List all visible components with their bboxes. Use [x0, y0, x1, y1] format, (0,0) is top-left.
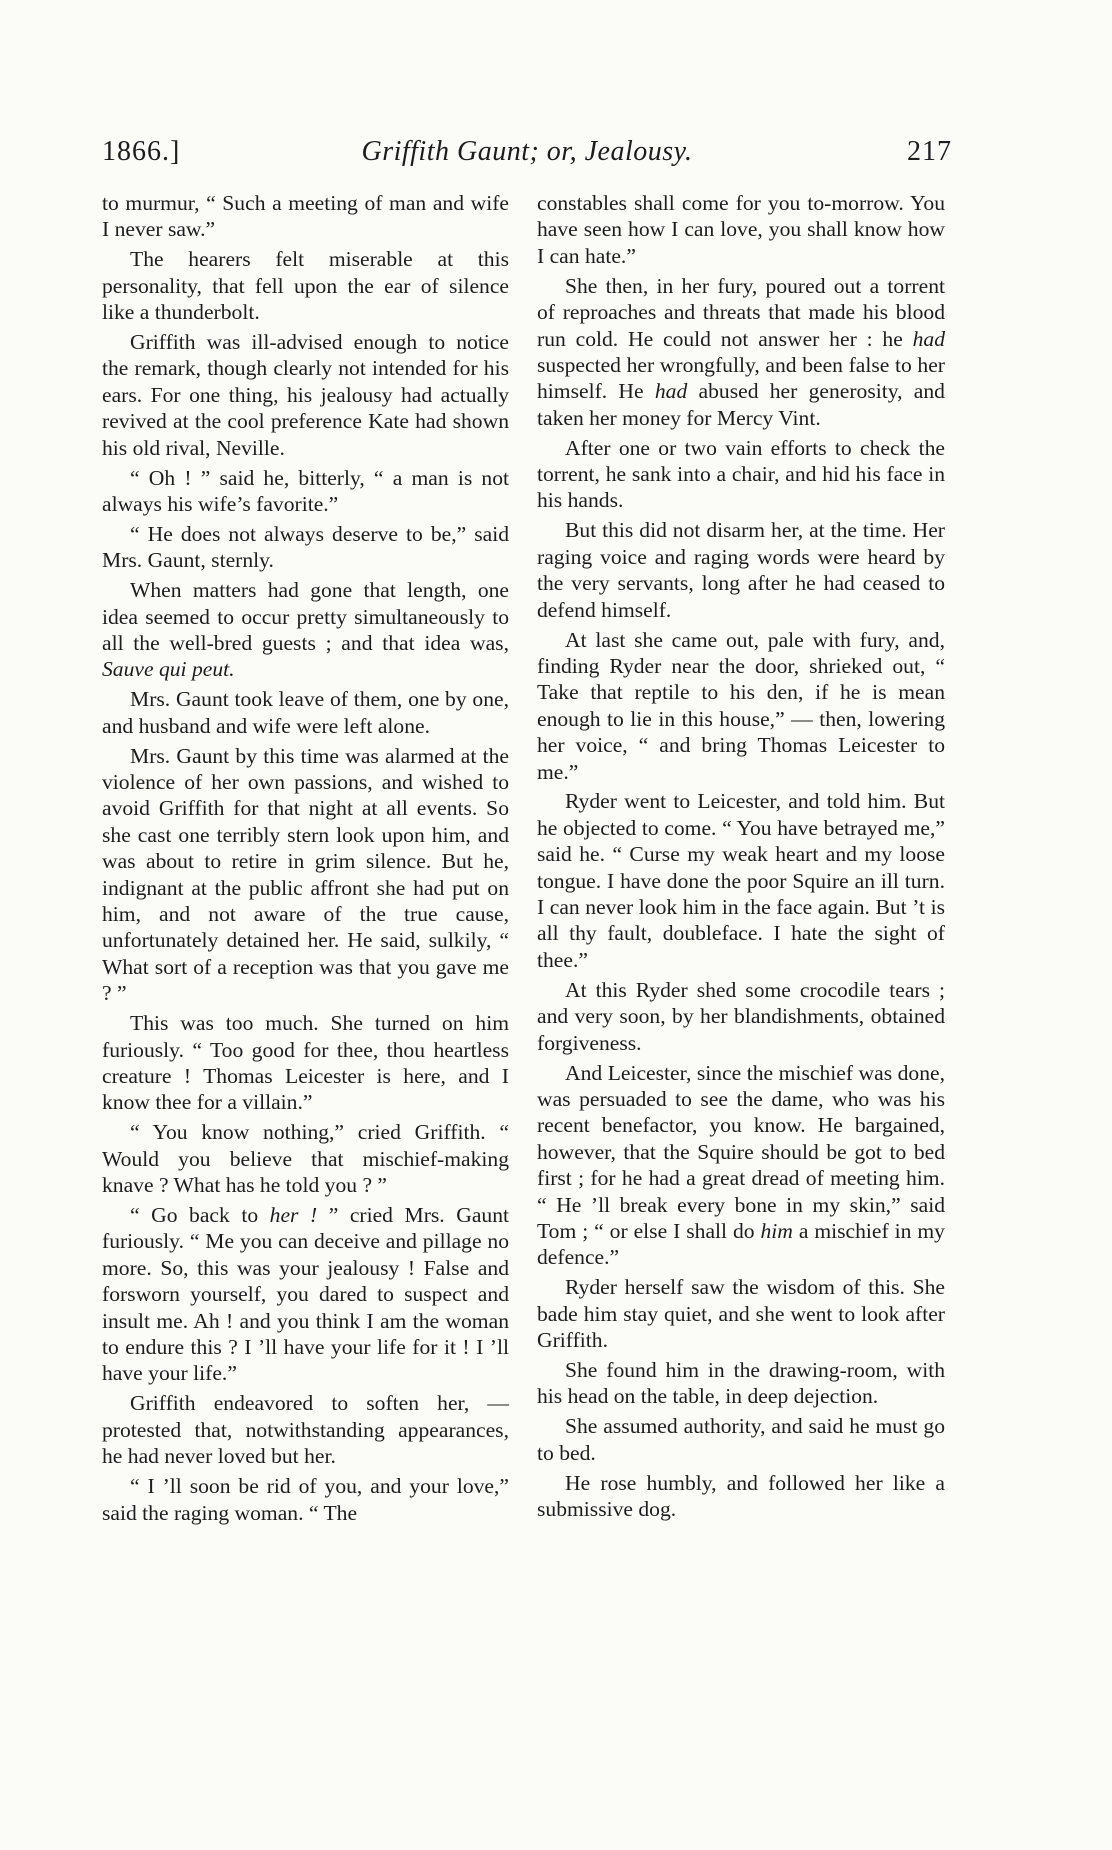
paragraph [537, 273, 945, 431]
text-run: When matters had gone that length, one idea seemed to occur pretty simultaneously to all the well-bred guests ; and that idea was, [102, 578, 509, 655]
paragraph [102, 686, 509, 739]
paragraph [102, 1473, 509, 1526]
header-title: Griffith Gaunt; or, Jealousy. [361, 136, 693, 167]
paragraph [102, 521, 509, 574]
text-run: She assumed authority, and said he must go to bed. [537, 1414, 945, 1465]
left-column [102, 190, 509, 1529]
text-run: abused her generosity, and taken her money for Mercy Vint. [537, 379, 945, 430]
italic-text: him [760, 1218, 793, 1243]
text-run: But this did not disarm her, at the time. Her raging voice and raging words were heard by the very servants, long after he had ceased to defend himself. [537, 518, 945, 622]
text-run: And Leicester, since the mischief was done, was persuaded to see the dame, who was his recent benefactor, you know. He bargained, however, that the Squire should be got to bed first ; for he had a great dread of meeting him. “ He ’ll break every bone in my skin,” said Tom ; “ or else I shall do [537, 1060, 945, 1243]
italic-text: had [912, 326, 945, 351]
paragraph [102, 1010, 509, 1116]
paragraph [102, 246, 509, 325]
text-run: The hearers felt miserable at this personality, that fell upon the ear of silence like a thunderbolt. [102, 247, 509, 325]
text-run: “ Go back to [130, 1203, 270, 1228]
paragraph [537, 435, 945, 514]
paragraph [537, 1274, 945, 1353]
paragraph [537, 517, 945, 623]
paragraph [537, 788, 945, 973]
text-run: ” cried Mrs. Gaunt furiously. “ Me you can deceive and pillage no more. So, this was your jealousy ! False and forsworn yourself, you dared to suspect and insult me. Ah ! and you think I am the woman to endure this ? I ’ll have your life for it ! I ’ll have your life.” [102, 1203, 509, 1386]
text-run: This was too much. She turned on him furiously. “ Too good for thee, thou heartless creature ! Thomas Leicester is here, and I know thee for a villain.” [102, 1011, 509, 1115]
text-run: a mischief in my defence.” [537, 1218, 945, 1270]
paragraph [102, 1202, 509, 1387]
text-run: Griffith endeavored to soften her, — protested that, notwithstanding appearances, he had never loved but her. [102, 1391, 509, 1469]
text-run: Griffith was ill-advised enough to notice the remark, though clearly not intended for his ears. For one thing, his jealousy had actually revived at the cool preference Kate had shown his old rival, Neville. [102, 330, 509, 460]
text-run: “ I ’ll soon be rid of you, and your love,” said the raging woman. “ The [102, 1474, 509, 1525]
paragraph [537, 1357, 945, 1410]
paragraph [102, 1390, 509, 1469]
text-run: Mrs. Gaunt took leave of them, one by one, and husband and wife were left alone. [102, 687, 509, 738]
paragraph [102, 329, 509, 461]
text-run: Ryder went to Leicester, and told him. But he objected to come. “ You have betrayed me,” said he. “ Curse my weak heart and my loose tongue. I have done the poor Squire an ill turn. I can never look him in the face again. But ’t is all thy fault, doubleface. I hate the sight of thee.” [537, 789, 945, 972]
italic-text: her ! [269, 1203, 318, 1228]
text-run: “ Oh ! ” said he, bitterly, “ a man is not always his wife’s favorite.” [102, 465, 509, 516]
italic-text: had [654, 379, 688, 404]
paragraph [102, 465, 509, 518]
header-year: 1866.] [102, 136, 181, 167]
text-run: suspected her wrongfully, and been false to her himself. He [537, 352, 945, 404]
paragraph [537, 1060, 945, 1271]
paragraph [102, 577, 509, 683]
paragraph [537, 627, 945, 785]
paragraph [102, 190, 509, 243]
text-run: Ryder herself saw the wisdom of this. She bade him stay quiet, and she went to look after Griffith. [537, 1275, 945, 1353]
paragraph [102, 743, 509, 1007]
paragraph [537, 1413, 945, 1466]
text-run: Mrs. Gaunt by this time was alarmed at the violence of her own passions, and wished to avoid Griffith for that night at all events. So she cast one terribly stern look upon him, and was about to retire in grim silence. But he, indignant at the public affront she had put on him, and not aware of the true cause, unfortunately detained her. He said, sulkily, “ What sort of a reception was that you gave me ? ” [102, 743, 509, 1006]
italic-text: Sauve qui peut. [102, 657, 235, 682]
text-run: She found him in the drawing-room, with his head on the table, in deep dejection. [537, 1357, 945, 1409]
text-run: She then, in her fury, poured out a torrent of reproaches and threats that made his blood run cold. He could not answer her : he [537, 273, 945, 351]
text-run: “ You know nothing,” cried Griffith. “ Would you believe that mischief-making knave ? What has he told you ? ” [102, 1120, 509, 1198]
right-column [537, 190, 945, 1526]
text-run: constables shall come for you to-morrow. You have seen how I can love, you shall know how I can hate.” [537, 191, 945, 268]
text-run: to murmur, “ Such a meeting of man and wife I never saw.” [102, 191, 509, 242]
paragraph [537, 190, 945, 269]
page-number: 217 [907, 136, 952, 167]
text-run: At last she came out, pale with fury, and, finding Ryder near the door, shrieked out, “ Take that reptile to his den, if he is mean enough to lie in this house,” — then, lowering her voice, “ and bring Thomas Leicester to me.” [537, 627, 945, 784]
text-run: After one or two vain efforts to check the torrent, he sank into a chair, and hid his face in his hands. [537, 435, 945, 513]
text-run: At this Ryder shed some crocodile tears ; and very soon, by her blandishments, obtained forgiveness. [537, 977, 945, 1055]
paragraph [102, 1119, 509, 1198]
text-run: “ He does not always deserve to be,” said Mrs. Gaunt, sternly. [102, 521, 509, 573]
paragraph [537, 977, 945, 1056]
text-run: He rose humbly, and followed her like a submissive dog. [537, 1470, 945, 1521]
running-header [102, 136, 952, 180]
paragraph [537, 1470, 945, 1523]
